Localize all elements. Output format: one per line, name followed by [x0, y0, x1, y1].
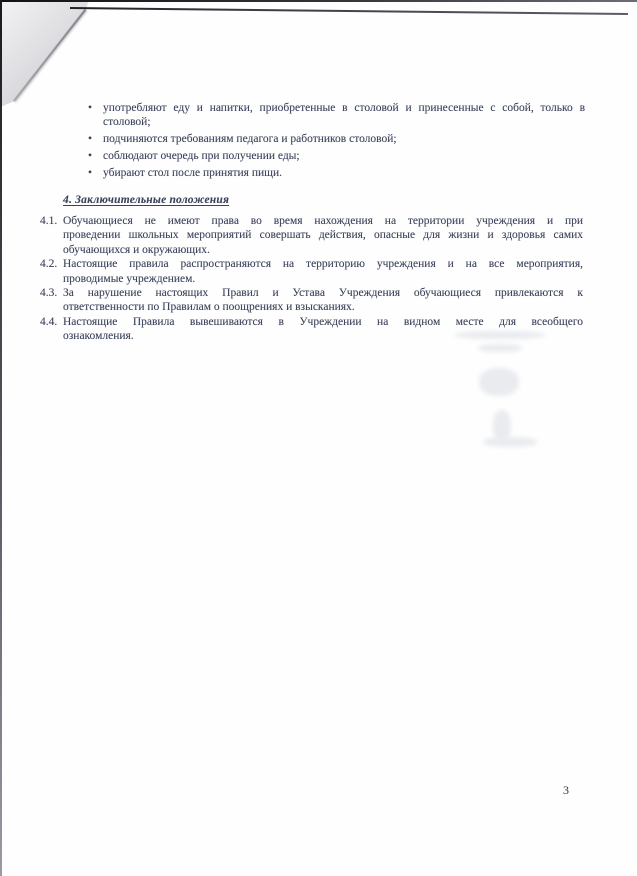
list-item-text: Настоящие правила распространяются на территорию учреждения и на все мероприятия, проводимые учреждением.: [63, 258, 583, 285]
page-number: 3: [563, 783, 569, 797]
page-top-edge-line: [70, 7, 628, 15]
list-item-text: За нарушение настоящих Правил и Устава Учреждения обучающиеся привлекаются к ответственности по Правилам о поощрениях и взысканиях.: [63, 287, 583, 314]
list-item-text: употребляют еду и напитки, приобретенные в столовой и принесенные с собой, только в столовой;: [103, 102, 585, 129]
bullet-list: [88, 101, 585, 183]
scanner-frame-left: [0, 0, 2, 876]
bullet-icon: •: [88, 150, 93, 163]
list-item-text: Настоящие Правила вывешиваются в Учреждении на видном месте для всеобщего ознакомления.: [63, 315, 583, 343]
list-item: [40, 214, 583, 257]
list-item: [88, 149, 585, 163]
list-item-text: Обучающиеся не имеют права во время нахождения на территории учреждения и при проведении школьных мероприятий совершать действия, опасные для жизни и здоровья самих обучающихся и окружающих.: [63, 215, 583, 256]
item-number: 4.3.: [40, 287, 58, 300]
list-item: [40, 286, 583, 315]
list-item: [88, 132, 585, 146]
bullet-icon: •: [88, 102, 93, 114]
list-item-text: соблюдают очередь при получении еды;: [103, 150, 300, 163]
item-number: 4.4.: [40, 315, 58, 328]
list-item: [40, 315, 583, 344]
section-heading: 4. Заключительные положения: [63, 194, 230, 206]
scanner-frame-top: [0, 0, 637, 2]
item-number: 4.1.: [40, 215, 58, 227]
list-item: [40, 257, 583, 286]
item-number: 4.2.: [40, 258, 58, 271]
bullet-icon: •: [88, 167, 93, 180]
bullet-icon: •: [88, 133, 93, 146]
ink-bleed-smudge: [483, 437, 537, 447]
ink-bleed-smudge: [479, 368, 519, 396]
list-item: [88, 166, 585, 180]
ink-bleed-smudge: [478, 344, 522, 352]
list-item-text: подчиняются требованиям педагога и работников столовой;: [103, 133, 397, 146]
numbered-list: [40, 214, 583, 344]
list-item-text: убирают стол после принятия пищи.: [103, 167, 283, 180]
list-item: [88, 101, 585, 130]
